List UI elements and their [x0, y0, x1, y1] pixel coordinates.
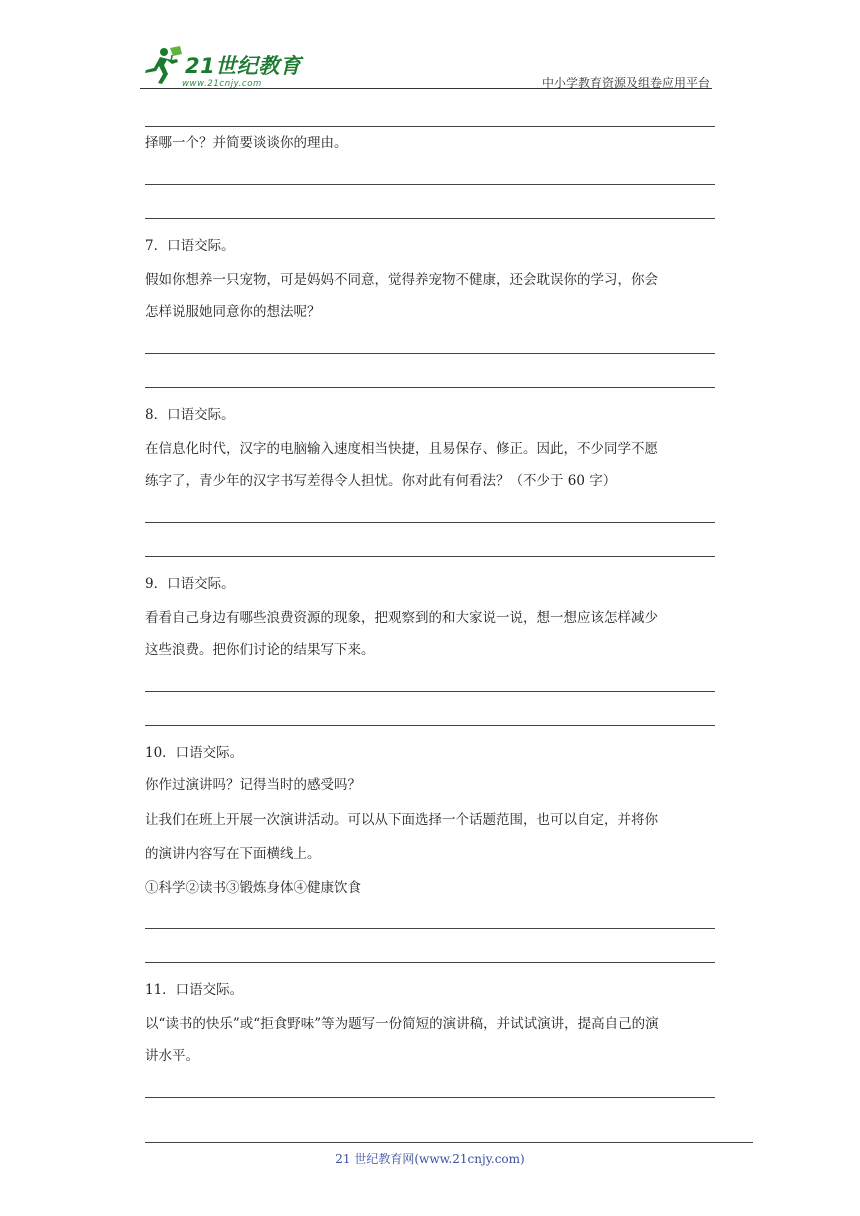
answer-line	[145, 387, 715, 388]
question-text: 让我们在班上开展一次演讲活动。可以从下面选择一个话题范围，也可以自定，并将你	[145, 812, 658, 828]
question-text: 择哪一个？并简要谈谈你的理由。	[145, 135, 348, 151]
question-text: 以“读书的快乐”或“拒食野味”等为题写一份简短的演讲稿，并试试演讲，提高自己的演	[145, 1016, 659, 1032]
logo-text: 21世纪教育	[185, 54, 302, 78]
answer-line	[145, 126, 715, 127]
logo-url: www.21cnjy.com	[182, 79, 262, 89]
question-text: 看看自己身边有哪些浪费资源的现象，把观察到的和大家说一说，想一想应该怎样减少	[145, 610, 658, 626]
question-title: 10．口语交际。	[145, 745, 244, 761]
answer-line	[145, 522, 715, 523]
page-footer: 21 世纪教育网(www.21cnjy.com)	[335, 1152, 525, 1166]
question-text: 假如你想养一只宠物，可是妈妈不同意，觉得养宠物不健康，还会耽误你的学习，你会	[145, 272, 658, 288]
runner-logo-icon	[140, 46, 184, 86]
question-title: 11．口语交际。	[145, 982, 244, 998]
answer-line	[145, 1097, 715, 1098]
answer-line	[145, 928, 715, 929]
answer-line	[145, 184, 715, 185]
question-text: 这些浪费。把你们讨论的结果写下来。	[145, 642, 375, 658]
page-header	[140, 40, 710, 92]
question-text: 讲水平。	[145, 1048, 199, 1064]
question-title: 7．口语交际。	[145, 238, 235, 254]
answer-line	[145, 962, 715, 963]
answer-line	[145, 353, 715, 354]
answer-line	[145, 218, 715, 219]
topic-options: ①科学②读书③锻炼身体④健康饮食	[145, 880, 361, 896]
footer-divider	[145, 1142, 753, 1143]
question-text: 怎样说服她同意你的想法呢？	[145, 304, 321, 320]
question-title: 8．口语交际。	[145, 407, 235, 423]
answer-line	[145, 725, 715, 726]
question-title: 9．口语交际。	[145, 576, 235, 592]
header-divider	[140, 88, 712, 89]
answer-line	[145, 691, 715, 692]
platform-name: 中小学教育资源及组卷应用平台	[541, 76, 710, 90]
question-text: 在信息化时代，汉字的电脑输入速度相当快捷，且易保存、修正。因此，不少同学不愿	[145, 441, 658, 457]
site-logo	[140, 46, 310, 90]
question-text: 的演讲内容写在下面横线上。	[145, 846, 321, 862]
question-text: 练字了，青少年的汉字书写差得令人担忧。你对此有何看法？（不少于 60 字）	[145, 473, 617, 489]
answer-line	[145, 556, 715, 557]
question-text: 你作过演讲吗？记得当时的感受吗？	[145, 777, 361, 793]
